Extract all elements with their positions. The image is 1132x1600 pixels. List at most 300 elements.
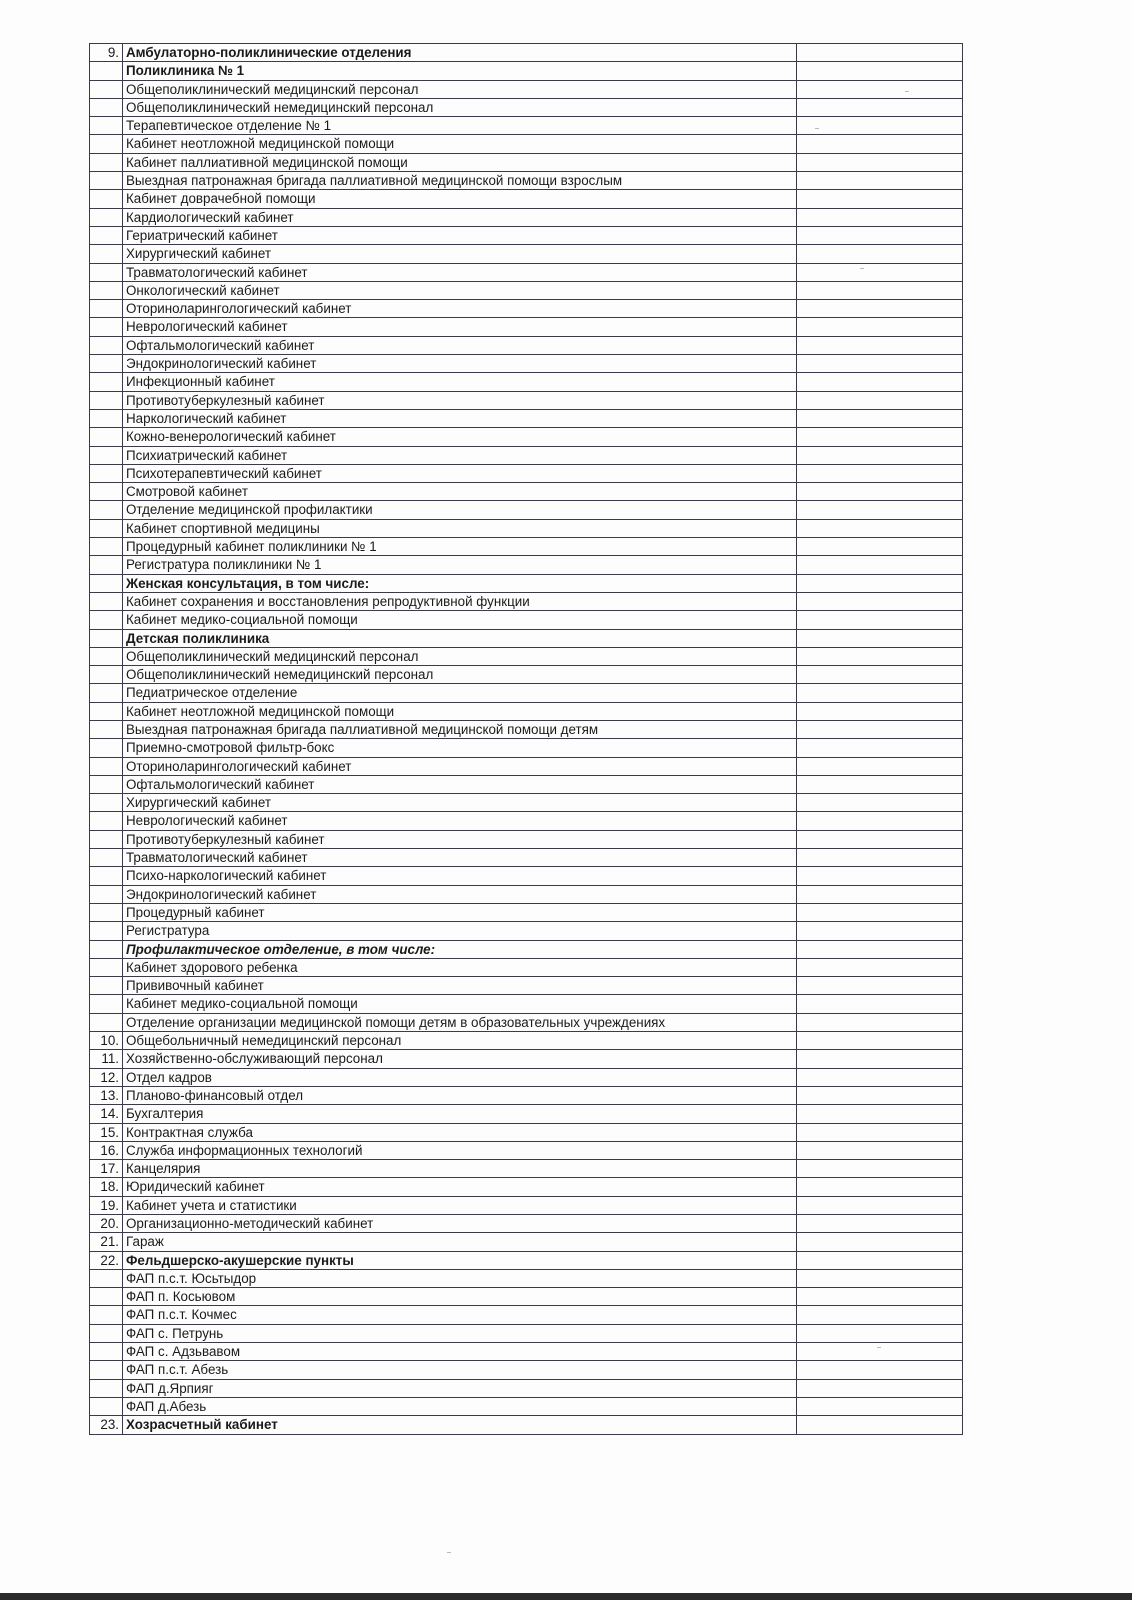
row-number xyxy=(90,1379,123,1397)
row-number: 23. xyxy=(90,1416,123,1434)
row-number xyxy=(90,135,123,153)
empty-value-cell xyxy=(797,830,963,848)
row-number: 15. xyxy=(90,1123,123,1141)
department-name: Прививочный кабинет xyxy=(123,977,797,995)
row-number xyxy=(90,1397,123,1415)
table-row xyxy=(90,611,963,629)
empty-value-cell xyxy=(797,428,963,446)
table-row xyxy=(90,1050,963,1068)
empty-value-cell xyxy=(797,1105,963,1123)
row-number xyxy=(90,226,123,244)
table-row xyxy=(90,281,963,299)
empty-value-cell xyxy=(797,556,963,574)
table-row xyxy=(90,1251,963,1269)
department-name: Онкологический кабинет xyxy=(123,281,797,299)
row-number xyxy=(90,757,123,775)
empty-value-cell xyxy=(797,1343,963,1361)
row-number xyxy=(90,574,123,592)
table-row xyxy=(90,995,963,1013)
row-number xyxy=(90,647,123,665)
department-name: Хозрасчетный кабинет xyxy=(123,1416,797,1434)
row-number xyxy=(90,666,123,684)
table-row xyxy=(90,245,963,263)
row-number xyxy=(90,611,123,629)
empty-value-cell xyxy=(797,958,963,976)
empty-value-cell xyxy=(797,629,963,647)
department-name: ФАП п.с.т. Кочмес xyxy=(123,1306,797,1324)
row-number xyxy=(90,62,123,80)
empty-value-cell xyxy=(797,208,963,226)
table-row xyxy=(90,153,963,171)
empty-value-cell xyxy=(797,409,963,427)
department-name: ФАП п.с.т. Абезь xyxy=(123,1361,797,1379)
table-row xyxy=(90,1105,963,1123)
row-number xyxy=(90,1361,123,1379)
row-number xyxy=(90,1269,123,1287)
empty-value-cell xyxy=(797,391,963,409)
department-name: Офтальмологический кабинет xyxy=(123,775,797,793)
department-name: Травматологический кабинет xyxy=(123,263,797,281)
department-name: Хирургический кабинет xyxy=(123,245,797,263)
empty-value-cell xyxy=(797,519,963,537)
department-name: Терапевтическое отделение № 1 xyxy=(123,117,797,135)
table-row xyxy=(90,739,963,757)
empty-value-cell xyxy=(797,720,963,738)
empty-value-cell xyxy=(797,611,963,629)
department-name: Кардиологический кабинет xyxy=(123,208,797,226)
department-name: Амбулаторно-поликлинические отделения xyxy=(123,44,797,62)
row-number xyxy=(90,190,123,208)
table-row xyxy=(90,1379,963,1397)
table-row xyxy=(90,62,963,80)
department-name: Хозяйственно-обслуживающий персонал xyxy=(123,1050,797,1068)
table-row xyxy=(90,1032,963,1050)
row-number xyxy=(90,977,123,995)
empty-value-cell xyxy=(797,666,963,684)
department-name: ФАП с. Адзьвавом xyxy=(123,1343,797,1361)
table-row xyxy=(90,1416,963,1434)
department-name: Психиатрический кабинет xyxy=(123,446,797,464)
row-number xyxy=(90,300,123,318)
table-row xyxy=(90,428,963,446)
department-name: Служба информационных технологий xyxy=(123,1141,797,1159)
row-number: 13. xyxy=(90,1086,123,1104)
table-row xyxy=(90,958,963,976)
department-name: ФАП д.Ярпияг xyxy=(123,1379,797,1397)
department-name: Отделение организации медицинской помощи детям в образовательных учреждениях xyxy=(123,1013,797,1031)
table-row xyxy=(90,80,963,98)
department-name: Процедурный кабинет xyxy=(123,903,797,921)
empty-value-cell xyxy=(797,903,963,921)
empty-value-cell xyxy=(797,1251,963,1269)
empty-value-cell xyxy=(797,1233,963,1251)
department-name: Смотровой кабинет xyxy=(123,483,797,501)
table-row xyxy=(90,98,963,116)
row-number xyxy=(90,80,123,98)
department-name: Эндокринологический кабинет xyxy=(123,355,797,373)
department-name: Отделение медицинской профилактики xyxy=(123,501,797,519)
department-name: Женская консультация, в том числе: xyxy=(123,574,797,592)
row-number xyxy=(90,409,123,427)
department-name: Кабинет здорового ребенка xyxy=(123,958,797,976)
table-row xyxy=(90,903,963,921)
scan-speck xyxy=(860,268,864,269)
empty-value-cell xyxy=(797,1178,963,1196)
empty-value-cell xyxy=(797,135,963,153)
row-number xyxy=(90,1343,123,1361)
department-list-table xyxy=(89,43,963,1435)
empty-value-cell xyxy=(797,1397,963,1415)
table-row xyxy=(90,775,963,793)
department-name: Педиатрическое отделение xyxy=(123,684,797,702)
row-number xyxy=(90,428,123,446)
table-row xyxy=(90,391,963,409)
row-number: 16. xyxy=(90,1141,123,1159)
empty-value-cell xyxy=(797,592,963,610)
table-row xyxy=(90,538,963,556)
row-number xyxy=(90,281,123,299)
row-number xyxy=(90,794,123,812)
table-row xyxy=(90,1141,963,1159)
empty-value-cell xyxy=(797,1196,963,1214)
row-number xyxy=(90,702,123,720)
empty-value-cell xyxy=(797,281,963,299)
table-row xyxy=(90,592,963,610)
row-number xyxy=(90,867,123,885)
department-name: Кожно-венерологический кабинет xyxy=(123,428,797,446)
department-name: Общеполиклинический немедицинский персонал xyxy=(123,98,797,116)
empty-value-cell xyxy=(797,1361,963,1379)
department-name: Контрактная служба xyxy=(123,1123,797,1141)
table-row xyxy=(90,501,963,519)
department-name: Неврологический кабинет xyxy=(123,318,797,336)
empty-value-cell xyxy=(797,739,963,757)
department-name: Психо-наркологический кабинет xyxy=(123,867,797,885)
department-name: Оториноларингологический кабинет xyxy=(123,757,797,775)
table-row xyxy=(90,812,963,830)
department-name: Организационно-методический кабинет xyxy=(123,1215,797,1233)
table-row xyxy=(90,1160,963,1178)
row-number xyxy=(90,995,123,1013)
table-row xyxy=(90,849,963,867)
empty-value-cell xyxy=(797,483,963,501)
empty-value-cell xyxy=(797,300,963,318)
table-row xyxy=(90,977,963,995)
department-name: Канцелярия xyxy=(123,1160,797,1178)
table-row xyxy=(90,355,963,373)
empty-value-cell xyxy=(797,1050,963,1068)
table-row xyxy=(90,446,963,464)
row-number xyxy=(90,336,123,354)
scan-edge xyxy=(0,1593,1132,1600)
empty-value-cell xyxy=(797,867,963,885)
department-name: Выездная патронажная бригада паллиативной медицинской помощи взрослым xyxy=(123,172,797,190)
table-row xyxy=(90,574,963,592)
table-row xyxy=(90,483,963,501)
empty-value-cell xyxy=(797,1086,963,1104)
empty-value-cell xyxy=(797,172,963,190)
department-name: Гериатрический кабинет xyxy=(123,226,797,244)
department-name: Общеполиклинический медицинский персонал xyxy=(123,80,797,98)
department-name: Отдел кадров xyxy=(123,1068,797,1086)
table-row xyxy=(90,666,963,684)
table-row xyxy=(90,226,963,244)
empty-value-cell xyxy=(797,647,963,665)
department-name: Общеполиклинический немедицинский персонал xyxy=(123,666,797,684)
row-number xyxy=(90,720,123,738)
table-row xyxy=(90,647,963,665)
row-number xyxy=(90,464,123,482)
table-row xyxy=(90,117,963,135)
empty-value-cell xyxy=(797,245,963,263)
scan-speck xyxy=(877,1347,881,1348)
table-row xyxy=(90,556,963,574)
row-number xyxy=(90,922,123,940)
empty-value-cell xyxy=(797,80,963,98)
department-name: ФАП п. Косьювом xyxy=(123,1288,797,1306)
table-row xyxy=(90,830,963,848)
empty-value-cell xyxy=(797,1416,963,1434)
table-row xyxy=(90,1123,963,1141)
table-row xyxy=(90,190,963,208)
table-row xyxy=(90,720,963,738)
empty-value-cell xyxy=(797,977,963,995)
empty-value-cell xyxy=(797,1288,963,1306)
row-number xyxy=(90,849,123,867)
empty-value-cell xyxy=(797,318,963,336)
row-number xyxy=(90,98,123,116)
department-name: Противотуберкулезный кабинет xyxy=(123,391,797,409)
empty-value-cell xyxy=(797,1013,963,1031)
table-row xyxy=(90,1068,963,1086)
department-name: Поликлиника № 1 xyxy=(123,62,797,80)
department-name: Бухгалтерия xyxy=(123,1105,797,1123)
row-number xyxy=(90,830,123,848)
row-number xyxy=(90,1288,123,1306)
empty-value-cell xyxy=(797,464,963,482)
row-number xyxy=(90,629,123,647)
table-row xyxy=(90,1324,963,1342)
table-row xyxy=(90,336,963,354)
row-number xyxy=(90,538,123,556)
row-number xyxy=(90,373,123,391)
empty-value-cell xyxy=(797,1032,963,1050)
empty-value-cell xyxy=(797,1269,963,1287)
row-number xyxy=(90,263,123,281)
table-row xyxy=(90,135,963,153)
department-name: Кабинет сохранения и восстановления репродуктивной функции xyxy=(123,592,797,610)
empty-value-cell xyxy=(797,1324,963,1342)
empty-value-cell xyxy=(797,684,963,702)
department-name: Психотерапевтический кабинет xyxy=(123,464,797,482)
empty-value-cell xyxy=(797,1379,963,1397)
row-number xyxy=(90,208,123,226)
row-number xyxy=(90,391,123,409)
row-number: 14. xyxy=(90,1105,123,1123)
empty-value-cell xyxy=(797,922,963,940)
row-number xyxy=(90,556,123,574)
table-row xyxy=(90,1215,963,1233)
table-row xyxy=(90,885,963,903)
row-number: 12. xyxy=(90,1068,123,1086)
department-name: Кабинет доврачебной помощи xyxy=(123,190,797,208)
department-name: Детская поликлиника xyxy=(123,629,797,647)
row-number xyxy=(90,1013,123,1031)
row-number xyxy=(90,885,123,903)
table-row xyxy=(90,702,963,720)
scan-speck xyxy=(447,1552,451,1553)
row-number: 18. xyxy=(90,1178,123,1196)
table-row xyxy=(90,684,963,702)
department-name: Общеполиклинический медицинский персонал xyxy=(123,647,797,665)
table-row xyxy=(90,44,963,62)
department-name: Кабинет неотложной медицинской помощи xyxy=(123,702,797,720)
row-number: 20. xyxy=(90,1215,123,1233)
department-name: Выездная патронажная бригада паллиативной медицинской помощи детям xyxy=(123,720,797,738)
row-number xyxy=(90,592,123,610)
table-row xyxy=(90,300,963,318)
department-name: Кабинет учета и статистики xyxy=(123,1196,797,1214)
department-name: Кабинет медико-социальной помощи xyxy=(123,611,797,629)
table-row xyxy=(90,1269,963,1287)
department-name: Фельдшерско-акушерские пункты xyxy=(123,1251,797,1269)
row-number xyxy=(90,1306,123,1324)
row-number xyxy=(90,519,123,537)
empty-value-cell xyxy=(797,702,963,720)
table-row xyxy=(90,208,963,226)
empty-value-cell xyxy=(797,117,963,135)
row-number xyxy=(90,446,123,464)
department-name: Противотуберкулезный кабинет xyxy=(123,830,797,848)
row-number: 21. xyxy=(90,1233,123,1251)
empty-value-cell xyxy=(797,355,963,373)
empty-value-cell xyxy=(797,775,963,793)
row-number: 19. xyxy=(90,1196,123,1214)
table-row xyxy=(90,1397,963,1415)
department-name: Офтальмологический кабинет xyxy=(123,336,797,354)
empty-value-cell xyxy=(797,1141,963,1159)
table-row xyxy=(90,172,963,190)
empty-value-cell xyxy=(797,263,963,281)
row-number xyxy=(90,684,123,702)
empty-value-cell xyxy=(797,995,963,1013)
department-name: Наркологический кабинет xyxy=(123,409,797,427)
empty-value-cell xyxy=(797,501,963,519)
table-row xyxy=(90,263,963,281)
row-number xyxy=(90,812,123,830)
empty-value-cell xyxy=(797,885,963,903)
department-name: Хирургический кабинет xyxy=(123,794,797,812)
table-row xyxy=(90,464,963,482)
department-name: Приемно-смотровой фильтр-бокс xyxy=(123,739,797,757)
empty-value-cell xyxy=(797,226,963,244)
table-row xyxy=(90,1343,963,1361)
department-name: ФАП с. Петрунь xyxy=(123,1324,797,1342)
empty-value-cell xyxy=(797,574,963,592)
row-number: 9. xyxy=(90,44,123,62)
table-row xyxy=(90,629,963,647)
empty-value-cell xyxy=(797,153,963,171)
table-row xyxy=(90,318,963,336)
empty-value-cell xyxy=(797,1306,963,1324)
department-name: Регистратура поликлиники № 1 xyxy=(123,556,797,574)
row-number xyxy=(90,318,123,336)
department-name: Кабинет паллиативной медицинской помощи xyxy=(123,153,797,171)
department-name: Юридический кабинет xyxy=(123,1178,797,1196)
table-row xyxy=(90,1086,963,1104)
table-row xyxy=(90,373,963,391)
department-name: Кабинет неотложной медицинской помощи xyxy=(123,135,797,153)
empty-value-cell xyxy=(797,336,963,354)
row-number xyxy=(90,903,123,921)
department-list-body xyxy=(90,44,963,1435)
row-number xyxy=(90,483,123,501)
table-row xyxy=(90,757,963,775)
department-name: Неврологический кабинет xyxy=(123,812,797,830)
empty-value-cell xyxy=(797,44,963,62)
department-name: ФАП п.с.т. Юсьтыдор xyxy=(123,1269,797,1287)
table-row xyxy=(90,1288,963,1306)
empty-value-cell xyxy=(797,757,963,775)
empty-value-cell xyxy=(797,62,963,80)
row-number xyxy=(90,172,123,190)
table-row xyxy=(90,1196,963,1214)
department-name: Кабинет медико-социальной помощи xyxy=(123,995,797,1013)
row-number xyxy=(90,501,123,519)
row-number: 11. xyxy=(90,1050,123,1068)
department-name: Регистратура xyxy=(123,922,797,940)
empty-value-cell xyxy=(797,1215,963,1233)
empty-value-cell xyxy=(797,794,963,812)
scan-speck xyxy=(815,128,819,129)
table-row xyxy=(90,922,963,940)
table-row xyxy=(90,867,963,885)
empty-value-cell xyxy=(797,1160,963,1178)
table-row xyxy=(90,1361,963,1379)
row-number xyxy=(90,117,123,135)
row-number: 17. xyxy=(90,1160,123,1178)
table-row xyxy=(90,1233,963,1251)
table-row xyxy=(90,409,963,427)
table-row xyxy=(90,1178,963,1196)
row-number xyxy=(90,739,123,757)
empty-value-cell xyxy=(797,1068,963,1086)
scan-speck xyxy=(905,91,909,92)
empty-value-cell xyxy=(797,98,963,116)
empty-value-cell xyxy=(797,812,963,830)
department-name: Кабинет спортивной медицины xyxy=(123,519,797,537)
row-number xyxy=(90,940,123,958)
row-number xyxy=(90,355,123,373)
department-name: Процедурный кабинет поликлиники № 1 xyxy=(123,538,797,556)
table-row xyxy=(90,1013,963,1031)
table-row xyxy=(90,794,963,812)
empty-value-cell xyxy=(797,849,963,867)
empty-value-cell xyxy=(797,940,963,958)
row-number xyxy=(90,245,123,263)
empty-value-cell xyxy=(797,373,963,391)
department-name: Инфекционный кабинет xyxy=(123,373,797,391)
department-name: Травматологический кабинет xyxy=(123,849,797,867)
row-number xyxy=(90,958,123,976)
empty-value-cell xyxy=(797,446,963,464)
department-name: Гараж xyxy=(123,1233,797,1251)
department-name: Эндокринологический кабинет xyxy=(123,885,797,903)
table-row xyxy=(90,519,963,537)
row-number: 22. xyxy=(90,1251,123,1269)
table-row xyxy=(90,1306,963,1324)
row-number xyxy=(90,775,123,793)
